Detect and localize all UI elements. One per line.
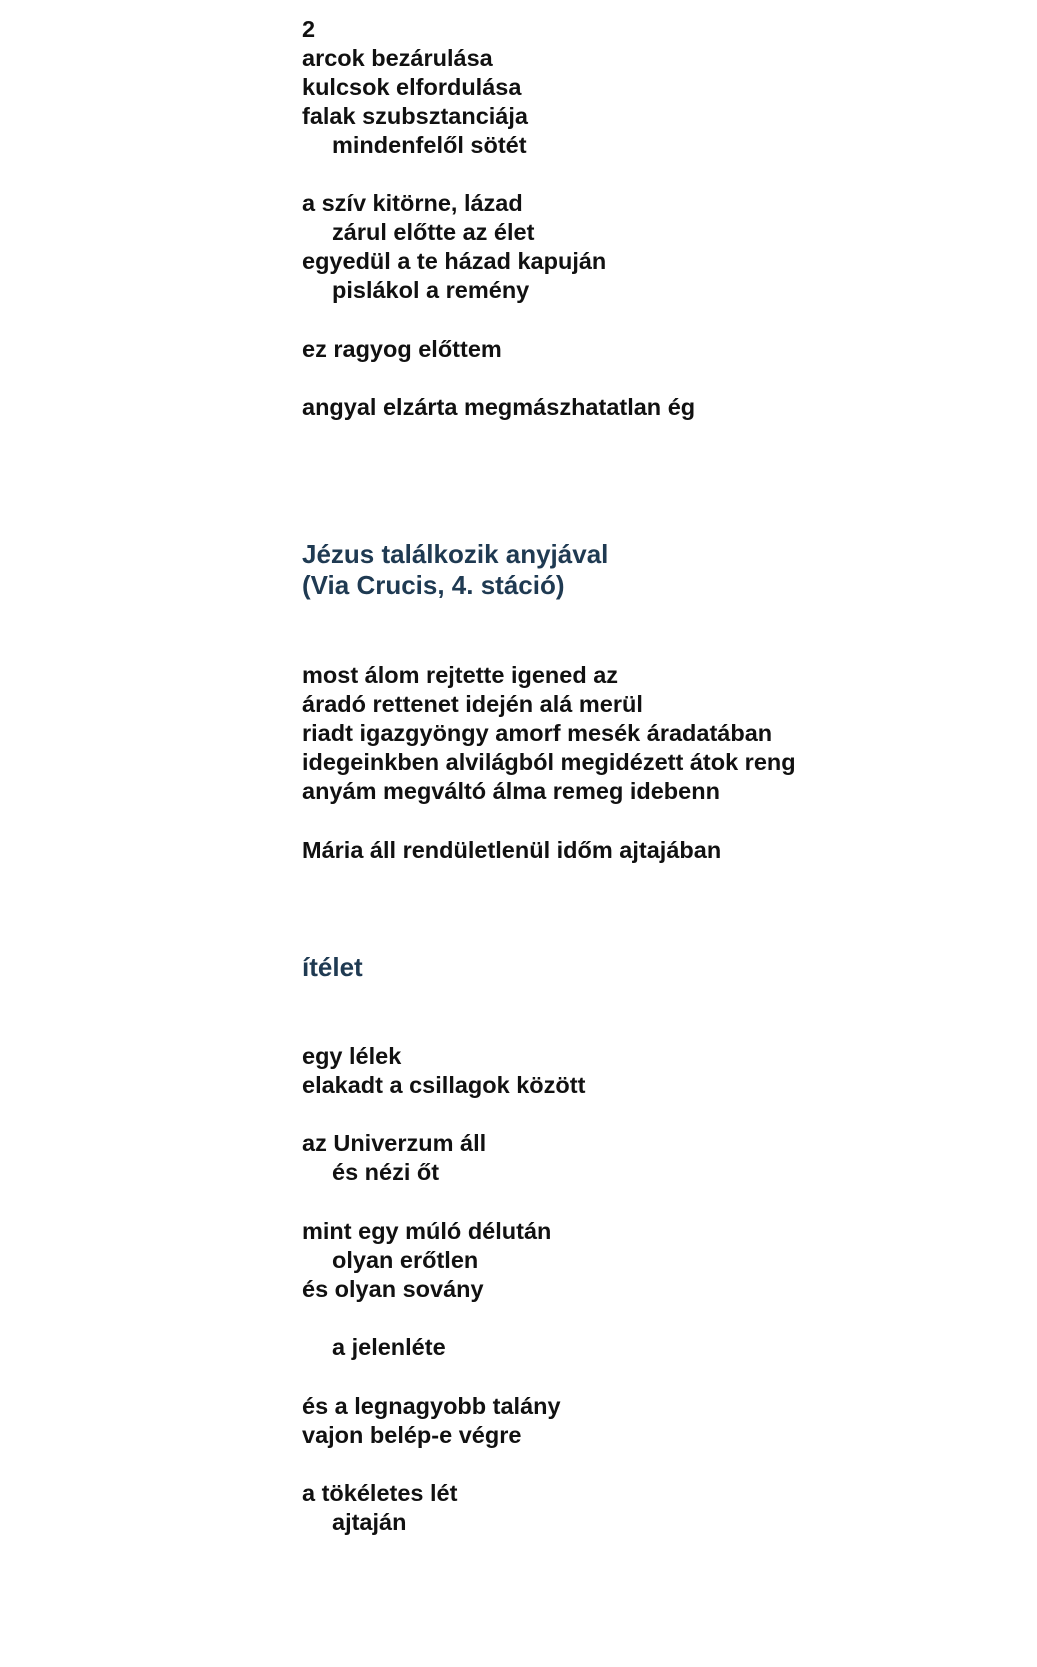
poem3-line-8: a jelenléte bbox=[332, 1334, 446, 1360]
poem3-line-7: és olyan sovány bbox=[302, 1276, 484, 1302]
poem1-line-8: pislákol a remény bbox=[332, 277, 530, 303]
poem3-line-3: az Univerzum áll bbox=[302, 1130, 487, 1156]
poem3-line-11: a tökéletes lét bbox=[302, 1480, 458, 1506]
poem3-line-1: egy lélek bbox=[302, 1043, 402, 1069]
poem2-title: Jézus találkozik anyjával bbox=[302, 539, 609, 569]
poem1-line-2: kulcsok elfordulása bbox=[302, 74, 522, 100]
poem1-line-6: zárul előtte az élet bbox=[332, 219, 535, 245]
page-number: 2 bbox=[302, 16, 316, 42]
poem1-line-9: ez ragyog előttem bbox=[302, 336, 502, 362]
poem1-line-3: falak szubsztanciája bbox=[302, 103, 528, 129]
poem3-line-10: vajon belép-e végre bbox=[302, 1422, 522, 1448]
poem2-line-3: riadt igazgyöngy amorf mesék áradatában bbox=[302, 720, 773, 746]
poem2-subtitle: (Via Crucis, 4. stáció) bbox=[302, 570, 565, 600]
poem2-line-1: most álom rejtette igened az bbox=[302, 662, 619, 688]
poem2-line-2: áradó rettenet idején alá merül bbox=[302, 691, 643, 717]
poem2-line-4: idegeinkben alvilágból megidézett átok reng bbox=[302, 749, 796, 775]
poem3-line-9: és a legnagyobb talány bbox=[302, 1393, 561, 1419]
poem1-line-10: angyal elzárta megmászhatatlan ég bbox=[302, 394, 696, 420]
poem3-line-4: és nézi őt bbox=[332, 1159, 440, 1185]
poem3-title: ítélet bbox=[302, 952, 363, 982]
poem3-line-2: elakadt a csillagok között bbox=[302, 1072, 586, 1098]
poem3-line-5: mint egy múló délután bbox=[302, 1218, 552, 1244]
poem2-line-5: anyám megváltó álma remeg idebenn bbox=[302, 778, 720, 804]
poem2-line-6: Mária áll rendületlenül időm ajtajában bbox=[302, 837, 722, 863]
poem1-line-7: egyedül a te házad kapuján bbox=[302, 248, 607, 274]
poem3-line-6: olyan erőtlen bbox=[332, 1247, 479, 1273]
poem3-line-12: ajtaján bbox=[332, 1509, 407, 1535]
poem1-line-5: a szív kitörne, lázad bbox=[302, 190, 523, 216]
poem1-line-1: arcok bezárulása bbox=[302, 45, 493, 71]
poem1-line-4: mindenfelől sötét bbox=[332, 132, 527, 158]
